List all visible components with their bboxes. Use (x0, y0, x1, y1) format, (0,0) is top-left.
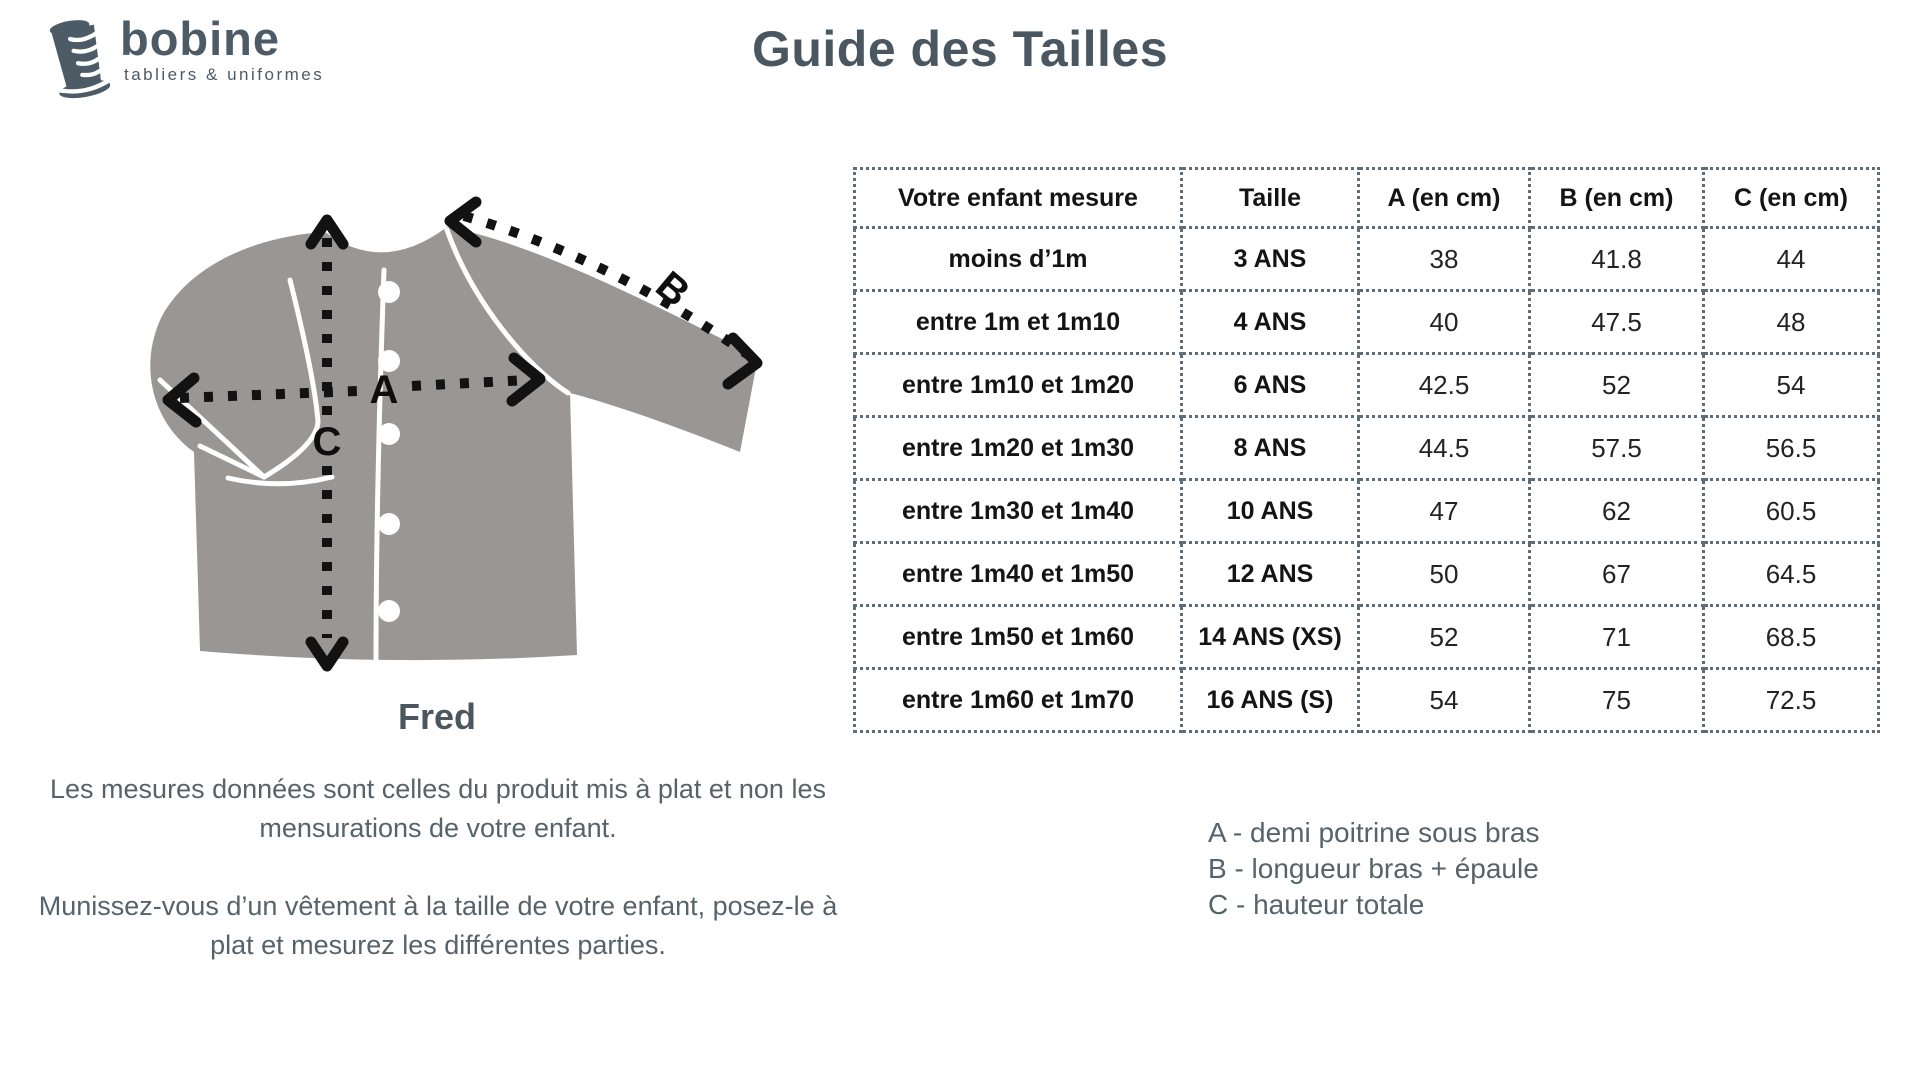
cell-mesure: entre 1m60 et 1m70 (855, 669, 1182, 732)
cell-mesure: entre 1m et 1m10 (855, 291, 1182, 354)
cell-c: 72.5 (1704, 669, 1879, 732)
cell-a: 42.5 (1359, 354, 1530, 417)
measurement-notes (38, 770, 838, 1004)
cell-c: 64.5 (1704, 543, 1879, 606)
note-how-to-measure: Munissez-vous d’un vêtement à la taille de votre enfant, posez-le à plat et mesurez les différentes parties. (38, 891, 838, 960)
cell-c: 54 (1704, 354, 1879, 417)
cell-mesure: entre 1m40 et 1m50 (855, 543, 1182, 606)
cell-taille: 14 ANS (XS) (1182, 606, 1359, 669)
table-row (855, 480, 1879, 543)
header-cell-taille: Taille (1182, 169, 1359, 228)
cell-mesure: entre 1m20 et 1m30 (855, 417, 1182, 480)
brand-text (120, 14, 324, 85)
cell-b: 62 (1530, 480, 1704, 543)
cell-a: 47 (1359, 480, 1530, 543)
cell-c: 60.5 (1704, 480, 1879, 543)
arrow-b-label: B (647, 263, 698, 316)
cell-taille: 3 ANS (1182, 228, 1359, 291)
cell-taille: 10 ANS (1182, 480, 1359, 543)
legend-line-a: A - demi poitrine sous bras (1208, 817, 1540, 848)
cell-taille: 12 ANS (1182, 543, 1359, 606)
cell-a: 52 (1359, 606, 1530, 669)
header-cell-c: C (en cm) (1704, 169, 1879, 228)
cell-b: 71 (1530, 606, 1704, 669)
garment-diagram (100, 150, 820, 710)
table-row (855, 291, 1879, 354)
cell-b: 52 (1530, 354, 1704, 417)
cell-mesure: moins d’1m (855, 228, 1182, 291)
cell-a: 38 (1359, 228, 1530, 291)
table-row (855, 417, 1879, 480)
cell-taille: 16 ANS (S) (1182, 669, 1359, 732)
table-row (855, 228, 1879, 291)
cell-b: 41.8 (1530, 228, 1704, 291)
cell-mesure: entre 1m50 et 1m60 (855, 606, 1182, 669)
cell-c: 44 (1704, 228, 1879, 291)
arrow-a-label: A (369, 368, 399, 412)
cell-c: 56.5 (1704, 417, 1879, 480)
table-row (855, 669, 1879, 732)
measure-legend (1208, 815, 1540, 923)
note-flat-measurements: Les mesures données sont celles du produit mis à plat et non les mensurations de votre enfant. (50, 774, 826, 843)
cell-a: 40 (1359, 291, 1530, 354)
cell-mesure: entre 1m30 et 1m40 (855, 480, 1182, 543)
cell-a: 50 (1359, 543, 1530, 606)
product-name: Fred (397, 696, 476, 737)
legend-line-c: C - hauteur totale (1208, 889, 1425, 920)
thread-spool-icon (38, 14, 110, 108)
header-cell-a: A (en cm) (1359, 169, 1530, 228)
cell-c: 48 (1704, 291, 1879, 354)
cell-b: 67 (1530, 543, 1704, 606)
cell-taille: 4 ANS (1182, 291, 1359, 354)
cell-c: 68.5 (1704, 606, 1879, 669)
cell-taille: 8 ANS (1182, 417, 1359, 480)
cell-a: 44.5 (1359, 417, 1530, 480)
cell-taille: 6 ANS (1182, 354, 1359, 417)
size-table (853, 167, 1880, 733)
cell-b: 75 (1530, 669, 1704, 732)
cell-b: 47.5 (1530, 291, 1704, 354)
page-title: Guide des Tailles (751, 21, 1169, 77)
cell-b: 57.5 (1530, 417, 1704, 480)
header-cell-mesure: Votre enfant mesure (855, 169, 1182, 228)
cell-mesure: entre 1m10 et 1m20 (855, 354, 1182, 417)
arrow-c-label: C (312, 420, 342, 464)
table-row (855, 543, 1879, 606)
brand-tagline: tabliers & uniformes (124, 65, 325, 85)
table-row (855, 606, 1879, 669)
cell-a: 54 (1359, 669, 1530, 732)
size-table-header-row (855, 169, 1879, 228)
legend-line-b: B - longueur bras + épaule (1208, 853, 1539, 884)
header-cell-b: B (en cm) (1530, 169, 1704, 228)
brand-logo (38, 14, 324, 108)
brand-name: bobine (120, 12, 281, 65)
table-row (855, 354, 1879, 417)
